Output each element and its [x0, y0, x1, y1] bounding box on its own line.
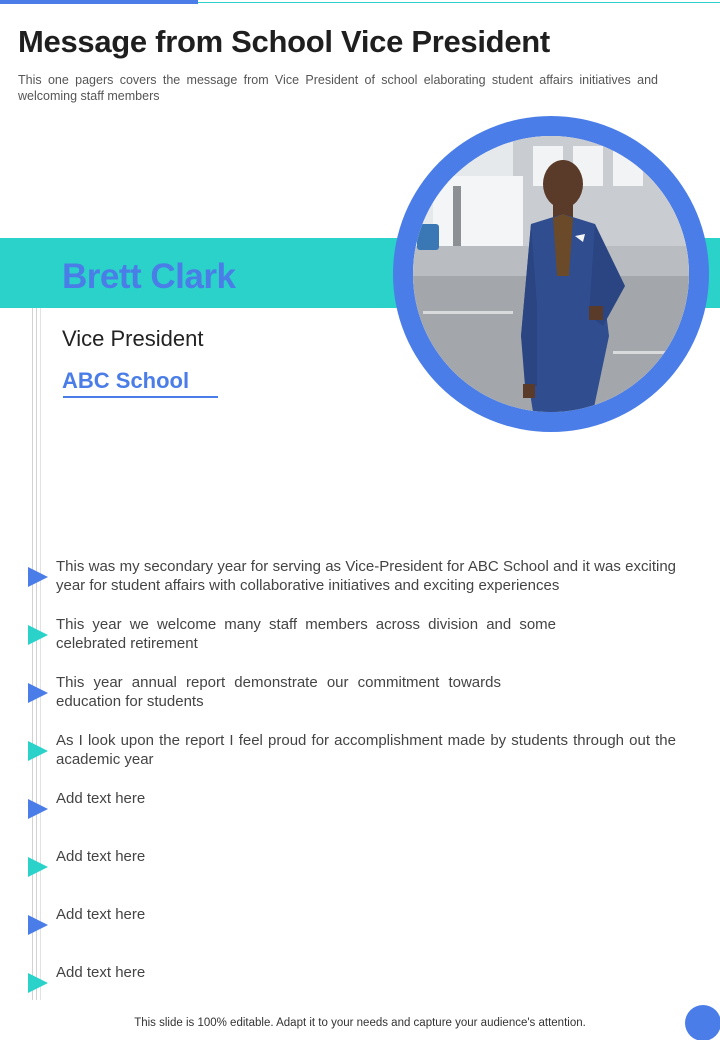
organization-name: ABC School	[62, 368, 190, 393]
triangle-bullet-icon	[28, 799, 48, 819]
list-item-text[interactable]: Add text here	[56, 906, 146, 923]
person-name: Brett Clark	[62, 257, 236, 296]
job-title: Vice President	[62, 326, 204, 351]
list-item-text: This year we welcome many staff members across division and some celebrated retirement	[56, 616, 556, 652]
list-item-text[interactable]: Add text here	[56, 848, 146, 865]
page-subtitle: This one pagers covers the message from Vice President of school elaborating student affairs initiatives and welcoming staff members	[18, 73, 658, 103]
triangle-bullet-icon	[28, 567, 48, 587]
list-item-text: As I look upon the report I feel proud for accomplishment made by students through out the academic year	[56, 732, 676, 768]
triangle-bullet-icon	[28, 625, 48, 645]
page-title: Message from School Vice President	[18, 24, 550, 59]
triangle-bullet-icon	[28, 915, 48, 935]
triangle-bullet-icon	[28, 857, 48, 877]
list-item-text[interactable]: Add text here	[56, 790, 146, 807]
footer-note: This slide is 100% editable. Adapt it to your needs and capture your audience's attention.	[134, 1017, 586, 1029]
corner-decoration-circle	[685, 1005, 720, 1040]
triangle-bullet-icon	[28, 741, 48, 761]
triangle-bullet-icon	[28, 683, 48, 703]
triangle-bullet-icon	[28, 973, 48, 993]
list-item-text[interactable]: Add text here	[56, 964, 146, 981]
list-item-text: This was my secondary year for serving as Vice-President for ABC School and it was exciting year for student affairs with collaborative initiatives and exciting experiences	[56, 558, 676, 594]
list-item-text: This year annual report demonstrate our commitment towards education for students	[56, 674, 501, 710]
